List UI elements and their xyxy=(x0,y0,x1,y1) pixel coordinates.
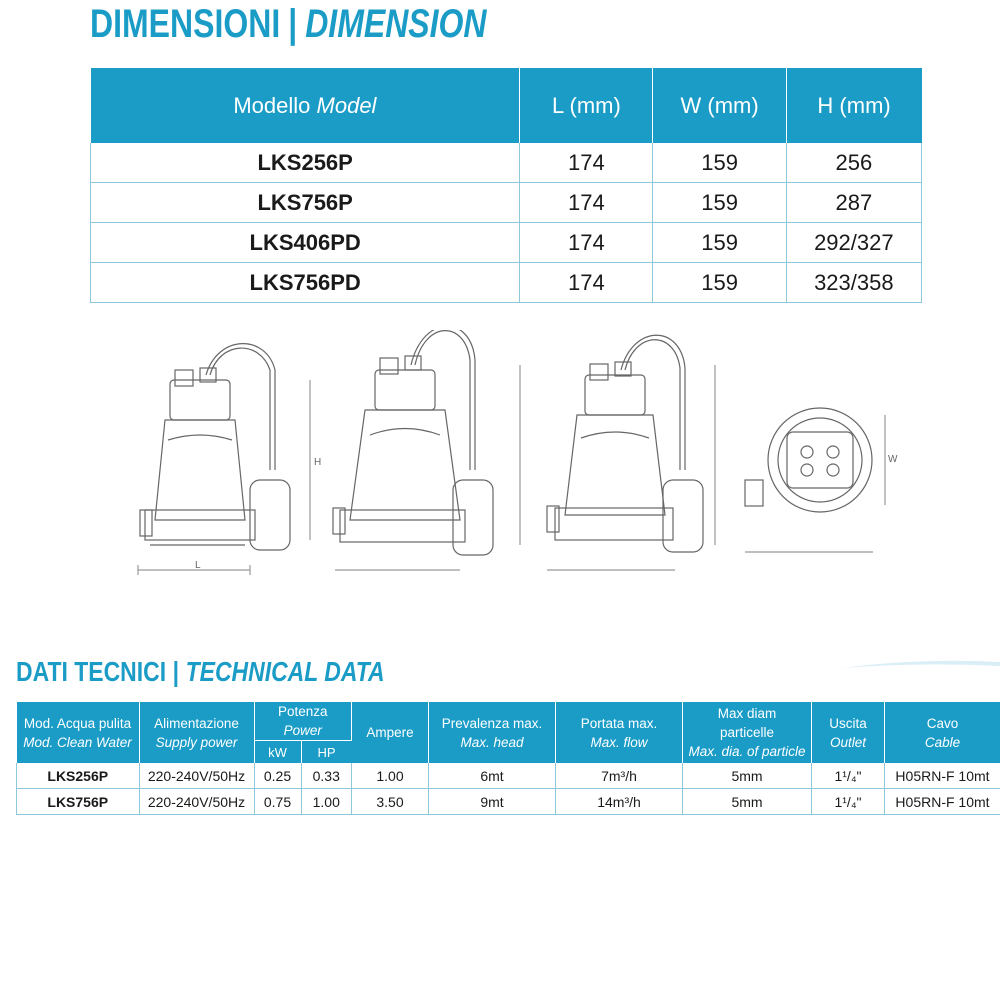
label-h-1: H xyxy=(314,457,322,468)
cell-w: 159 xyxy=(653,263,786,303)
pump-top-view xyxy=(745,408,885,552)
cell-head: 9mt xyxy=(429,789,556,815)
technical-title-separator: | xyxy=(172,656,180,687)
pump-drawing-2 xyxy=(333,330,520,570)
dimension-title-en: DIMENSION xyxy=(305,2,487,46)
header-head: Prevalenza max. Max. head xyxy=(429,702,556,763)
cell-model: LKS756PD xyxy=(91,263,520,303)
cell-kw: 0.25 xyxy=(254,763,301,789)
cell-l: 174 xyxy=(520,263,653,303)
table-row xyxy=(91,183,922,223)
cell-h: 323/358 xyxy=(786,263,921,303)
dimension-title-it: DIMENSIONI xyxy=(90,2,281,46)
cell-w: 159 xyxy=(653,143,786,183)
cell-kw: 0.75 xyxy=(254,789,301,815)
cell-particle: 5mm xyxy=(683,789,812,815)
cell-flow: 7m³/h xyxy=(556,763,683,789)
cell-model: LKS756P xyxy=(17,789,140,815)
header-flow: Portata max. Max. flow xyxy=(556,702,683,763)
cell-supply: 220-240V/50Hz xyxy=(139,763,254,789)
table-row xyxy=(91,223,922,263)
header-cable: Cavo Cable xyxy=(885,702,1000,763)
table-row xyxy=(91,143,922,183)
header-h: H (mm) xyxy=(786,68,921,143)
table-row xyxy=(17,763,1000,789)
cell-l: 174 xyxy=(520,143,653,183)
cell-cable: H05RN-F 10mt xyxy=(885,789,1000,815)
cell-particle: 5mm xyxy=(683,763,812,789)
cell-head: 6mt xyxy=(429,763,556,789)
cell-l: 174 xyxy=(520,183,653,223)
pump-drawing-3 xyxy=(547,335,715,570)
cell-h: 292/327 xyxy=(786,223,921,263)
cell-w: 159 xyxy=(653,183,786,223)
technical-table-header xyxy=(17,702,1000,741)
cell-model: LKS406PD xyxy=(91,223,520,263)
dimension-table-header xyxy=(91,68,922,143)
header-outlet: Uscita Outlet xyxy=(812,702,885,763)
technical-table xyxy=(16,702,1000,815)
cell-w: 159 xyxy=(653,223,786,263)
cell-h: 287 xyxy=(786,183,921,223)
cell-cable: H05RN-F 10mt xyxy=(885,763,1000,789)
cell-h: 256 xyxy=(786,143,921,183)
technical-title-it: DATI TECNICI xyxy=(16,656,167,687)
header-model: Mod. Acqua pulita Mod. Clean Water xyxy=(17,702,140,763)
header-particle: Max diam particelle Max. dia. of particle xyxy=(683,702,812,763)
dimension-title xyxy=(90,2,487,47)
pump-drawing-1 xyxy=(138,344,310,575)
label-l-1: L xyxy=(195,560,201,571)
cell-model: LKS256P xyxy=(17,763,140,789)
header-w: W (mm) xyxy=(653,68,786,143)
table-row xyxy=(91,263,922,303)
dimension-table xyxy=(90,68,922,303)
header-model: Modello Model xyxy=(91,68,520,143)
cell-l: 174 xyxy=(520,223,653,263)
cell-ampere: 1.00 xyxy=(352,763,429,789)
cell-model: LKS756P xyxy=(91,183,520,223)
cell-supply: 220-240V/50Hz xyxy=(139,789,254,815)
header-hp: HP xyxy=(301,741,352,764)
technical-title-en: TECHNICAL DATA xyxy=(185,656,385,687)
cell-model: LKS256P xyxy=(91,143,520,183)
header-l: L (mm) xyxy=(520,68,653,143)
label-w: W xyxy=(888,454,898,465)
header-ampere: Ampere xyxy=(352,702,429,763)
header-power: Potenza Power xyxy=(254,702,352,741)
cell-outlet: 1¹/₄" xyxy=(812,789,885,815)
cell-outlet: 1¹/₄" xyxy=(812,763,885,789)
cell-hp: 0.33 xyxy=(301,763,352,789)
table-row xyxy=(17,789,1000,815)
pump-dimension-drawing xyxy=(120,330,900,590)
cell-hp: 1.00 xyxy=(301,789,352,815)
cell-ampere: 3.50 xyxy=(352,789,429,815)
technical-title xyxy=(16,656,385,688)
header-kw: kW xyxy=(254,741,301,764)
decorative-swoosh xyxy=(840,660,1000,672)
cell-flow: 14m³/h xyxy=(556,789,683,815)
header-supply: Alimentazione Supply power xyxy=(139,702,254,763)
dimension-title-separator: | xyxy=(288,2,298,46)
